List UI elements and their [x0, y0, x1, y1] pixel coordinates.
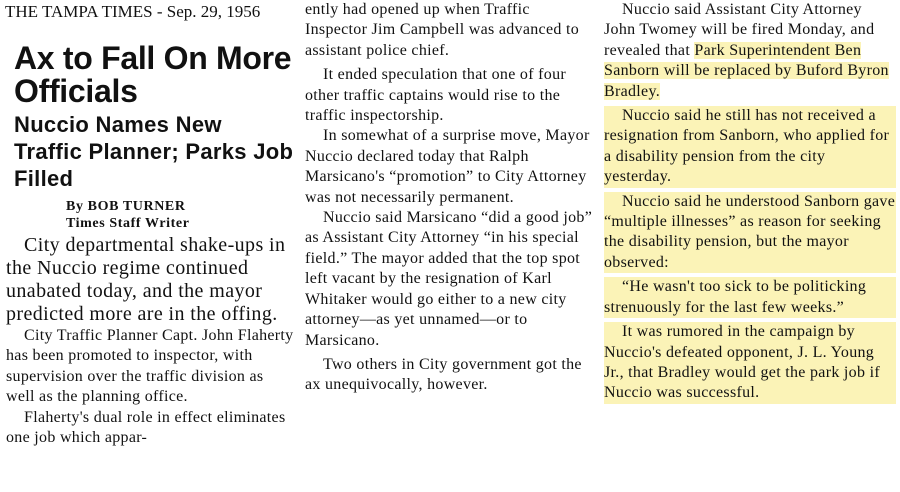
- byline: By BOB TURNER: [66, 199, 186, 214]
- headline: Ax to Fall On More Officials: [14, 40, 292, 109]
- highlighted-paragraph: “He wasn't too sick to be politicking strenuously for the last few weeks.”: [604, 277, 896, 318]
- lead-paragraph: City departmental shake-ups in the Nuccio regime continued unabated today, and the mayor predicted more are in the offing.: [6, 234, 286, 325]
- paragraph: Two others in City government got the ax unequivocally, however.: [305, 355, 582, 394]
- dateline: THE TAMPA TIMES - Sep. 29, 1956: [5, 2, 261, 21]
- article-column-3: [604, 0, 896, 404]
- paragraph-text: Nuccio said Assistant City Attorney John Twomey will be fired Monday, and revealed that: [604, 1, 875, 59]
- highlighted-paragraph: It was rumored in the campaign by Nuccio's defeated opponent, J. L. Young Jr., that Bradley would get the park job if Nuccio was successful.: [604, 322, 896, 404]
- paragraph: Flaherty's dual role in effect eliminates one job which appar-: [6, 408, 286, 447]
- byline-title: Times Staff Writer: [66, 216, 190, 231]
- paragraph: In somewhat of a surprise move, Mayor Nuccio declared today that Ralph Marsicano's “promotion” to City Attorney was not necessarily permanent.: [305, 127, 590, 206]
- paragraph: Nuccio said Marsicano “did a good job” as Assistant City Attorney “in his special field.” The mayor added that the top spot left vacant by the resignation of Karl Whitaker would go either to a new city attorney—as yet unnamed—or to Marsicano.: [305, 209, 593, 349]
- highlighted-paragraph: Nuccio said he still has not received a resignation from Sanborn, who applied for a disability pension from the city yesterday.: [604, 106, 896, 188]
- article-column-2: [305, 0, 594, 396]
- paragraph: It ended speculation that one of four other traffic captains would rise to the traffic inspectorship.: [305, 66, 567, 125]
- paragraph: City Traffic Planner Capt. John Flaherty has been promoted to inspector, with supervision over the traffic division as well as the planning office.: [6, 327, 294, 406]
- article-column-1: [6, 0, 296, 448]
- paragraph: [604, 0, 896, 102]
- paragraph: ently had opened up when Traffic Inspector Jim Campbell was advanced to assistant police chief.: [305, 1, 579, 59]
- subhead: Nuccio Names New Traffic Planner; Parks Job Filled: [14, 112, 294, 191]
- highlighted-text: Park Superintendent Ben Sanborn will be replaced by Buford Byron Bradley.: [604, 41, 889, 100]
- highlighted-paragraph: Nuccio said he understood Sanborn gave “multiple illnesses” as reason for seeking the disability pension, but the mayor observed:: [604, 192, 896, 274]
